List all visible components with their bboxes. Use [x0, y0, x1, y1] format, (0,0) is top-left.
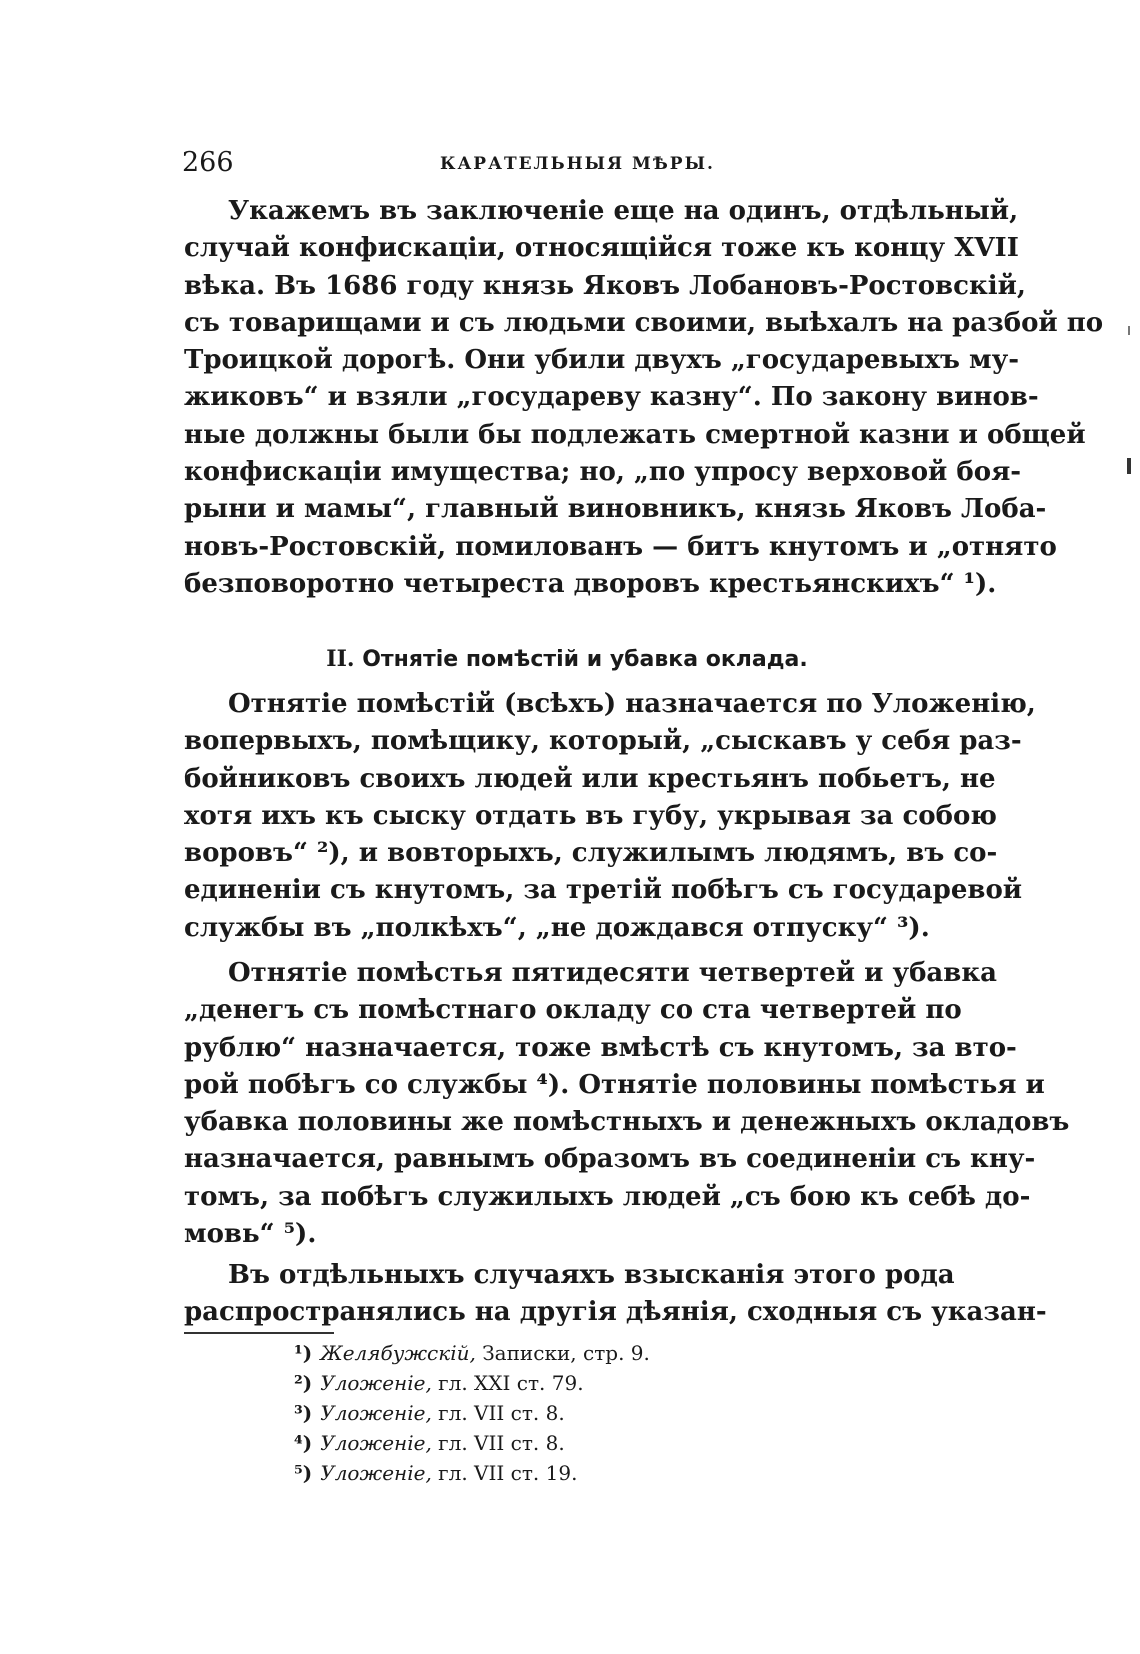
text-line: убавка половины же помѣстныхъ и денежныхъ окладовъ	[184, 1107, 1070, 1138]
text-line: Укажемъ въ заключеніе еще на одинъ, отдѣльный,	[228, 196, 1019, 226]
page-number: 266	[182, 147, 234, 178]
footnote	[294, 1368, 650, 1398]
text-line: бойниковъ своихъ людей или крестьянъ побьетъ, не	[184, 763, 996, 794]
section-number: II.	[326, 646, 355, 672]
text-line: Троицкой дорогѣ. Они убили двухъ „государевыхъ му-	[184, 345, 1020, 376]
text-line: мовь“ ⁵).	[184, 1219, 317, 1250]
footnote-text: Записки, стр. 9.	[482, 1341, 650, 1365]
text-line: случай конфискаціи, относящійся тоже къ концу XVII	[184, 233, 1019, 264]
text-line: съ товарищами и съ людьми своими, выѣхалъ на разбой по	[184, 307, 1104, 338]
footnote-source: Желябужскій,	[320, 1341, 476, 1365]
paragraph-1	[184, 193, 1104, 603]
footnote	[294, 1398, 650, 1428]
text-line: безповоротно четыреста дворовъ крестьянскихъ“ ¹).	[184, 568, 997, 599]
text-line: томъ, за побѣгъ служилыхъ людей „съ бою къ себѣ до-	[184, 1181, 1031, 1212]
text-line: рой побѣгъ со службы ⁴). Отнятіе половины помѣстья и	[184, 1069, 1045, 1100]
text-line: ные должны были бы подлежать смертной казни и общей	[184, 419, 1086, 450]
text-line: „денегъ съ помѣстнаго окладу со ста четвертей по	[184, 995, 962, 1026]
footnote-mark: ³)	[294, 1401, 313, 1425]
footnote-mark: ⁵)	[294, 1461, 313, 1485]
text-line: службы въ „полкѣхъ“, „не дождався отпуску“ ³).	[184, 912, 930, 943]
text-line: хотя ихъ къ сыску отдать въ губу, укрывая за собою	[184, 800, 997, 831]
footnote-source: Уложеніе,	[320, 1461, 432, 1485]
footnote	[294, 1458, 650, 1488]
text-line: Отнятіе помѣстья пятидесяти четвертей и убавка	[228, 958, 997, 988]
footnote-mark: ²)	[294, 1371, 313, 1395]
text-line: рыни и мамы“, главный виновникъ, князь Яковъ Лоба-	[184, 494, 1047, 525]
footnote-text: гл. XXI ст. 79.	[438, 1371, 584, 1395]
margin-mark	[1127, 458, 1131, 474]
footnote	[294, 1428, 650, 1458]
footnote-source: Уложеніе,	[320, 1371, 432, 1395]
footnote-mark: ¹)	[294, 1341, 313, 1365]
footnote	[294, 1338, 650, 1368]
text-line: жиковъ“ и взяли „государеву казну“. По закону винов-	[184, 382, 1039, 413]
text-line: рублю“ назначается, тоже вмѣстѣ съ кнутомъ, за вто-	[184, 1032, 1017, 1063]
running-head: КАРАТЕЛЬНЫЯ МѢРЫ.	[440, 154, 715, 174]
footnote-text: гл. VII ст. 8.	[438, 1401, 565, 1425]
footnote-source: Уложеніе,	[320, 1401, 432, 1425]
paragraph-2	[184, 686, 1036, 947]
footnote-rule	[184, 1332, 334, 1334]
text-line: вопервыхъ, помѣщику, который, „сыскавъ у себя раз-	[184, 726, 1022, 757]
text-line: вѣка. Въ 1686 году князь Яковъ Лобановъ-Ростовскій,	[184, 270, 1026, 301]
text-line: Въ отдѣльныхъ случаяхъ взысканія этого рода	[228, 1260, 955, 1290]
footnote-mark: ⁴)	[294, 1431, 313, 1455]
text-line: воровъ“ ²), и вовторыхъ, служилымъ людямъ, въ со-	[184, 838, 998, 869]
text-line: распространялись на другія дѣянія, сходныя съ указан-	[184, 1297, 1047, 1328]
margin-mark	[1128, 326, 1130, 335]
section-title: Отнятіе помѣстій и убавка оклада.	[362, 647, 808, 672]
section-heading	[184, 646, 950, 672]
text-line: Отнятіе помѣстій (всѣхъ) назначается по Уложенію,	[228, 689, 1036, 719]
text-line: конфискаціи имущества; но, „по упросу верховой боя-	[184, 457, 1022, 488]
text-line: назначается, равнымъ образомъ въ соединеніи съ кну-	[184, 1144, 1036, 1175]
footnote-text: гл. VII ст. 8.	[438, 1431, 565, 1455]
footnote-source: Уложеніе,	[320, 1431, 432, 1455]
footnote-text: гл. VII ст. 19.	[438, 1461, 578, 1485]
footnotes	[294, 1338, 650, 1488]
text-line: единеніи съ кнутомъ, за третій побѣгъ съ государевой	[184, 875, 1023, 906]
paragraph-4	[184, 1257, 1047, 1332]
text-line: новъ-Ростовскій, помилованъ — битъ кнутомъ и „отнято	[184, 531, 1057, 562]
paragraph-3	[184, 955, 1070, 1253]
